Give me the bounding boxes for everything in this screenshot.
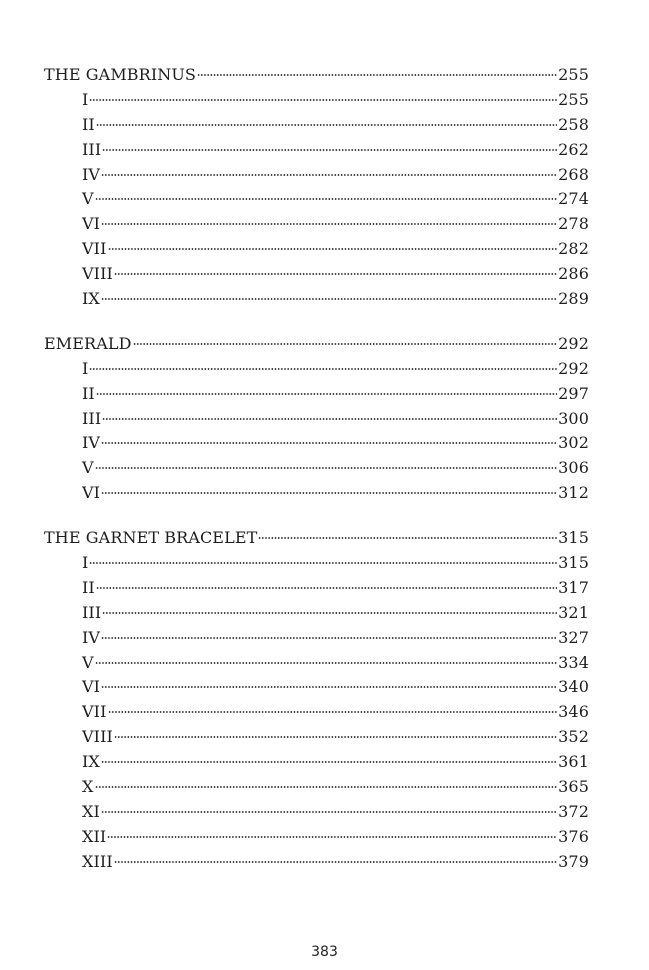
page-number: 262 [558, 139, 589, 159]
page-number: 365 [558, 777, 589, 797]
page-number: 315 [558, 528, 589, 548]
chapter-entry[interactable] [44, 187, 589, 212]
dot-leader [101, 811, 557, 813]
chapter-label: IV [82, 627, 101, 647]
dot-leader [102, 612, 557, 614]
dot-leader [133, 343, 558, 345]
chapter-entry[interactable] [44, 750, 589, 775]
chapter-label: VI [82, 214, 101, 234]
toc-section-emerald [44, 332, 589, 506]
dot-leader [101, 686, 557, 688]
chapter-entry[interactable] [44, 725, 589, 750]
chapter-entry[interactable] [44, 262, 589, 287]
page-number: 297 [558, 383, 589, 403]
chapter-entry[interactable] [44, 775, 589, 800]
chapter-entry[interactable] [44, 88, 589, 113]
section-title: EMERALD [44, 333, 132, 353]
dot-leader [101, 298, 557, 300]
chapter-label: IV [82, 164, 101, 184]
chapter-label: IX [82, 752, 100, 772]
section-title: THE GARNET BRACELET [44, 528, 258, 548]
chapter-label: I [82, 89, 89, 109]
chapter-entry[interactable] [44, 212, 589, 237]
dot-leader [95, 467, 558, 469]
chapter-entry[interactable] [44, 576, 589, 601]
chapter-entry[interactable] [44, 357, 589, 382]
chapter-label: I [82, 553, 89, 573]
dot-leader [101, 492, 557, 494]
chapter-label: III [82, 139, 102, 159]
dot-leader [101, 442, 557, 444]
chapter-label: VIII [82, 727, 113, 747]
chapter-entry[interactable] [44, 382, 589, 407]
page-number: 282 [558, 239, 589, 259]
page-number: 376 [558, 826, 589, 846]
chapter-label: II [82, 114, 95, 134]
dot-leader [96, 587, 557, 589]
chapter-entry[interactable] [44, 700, 589, 725]
dot-leader [96, 393, 557, 395]
page-number: 321 [558, 602, 589, 622]
page-folio: 383 [311, 944, 338, 960]
dot-leader [102, 149, 557, 151]
chapter-entry[interactable] [44, 287, 589, 312]
page-number: 327 [558, 627, 589, 647]
chapter-entry[interactable] [44, 551, 589, 576]
chapter-label: IV [82, 433, 101, 453]
chapter-label: V [82, 652, 94, 672]
dot-leader [197, 74, 557, 76]
chapter-entry[interactable] [44, 601, 589, 626]
chapter-entry[interactable] [44, 138, 589, 163]
chapter-entry[interactable] [44, 456, 589, 481]
page-number: 315 [558, 553, 589, 573]
dot-leader [107, 836, 557, 838]
chapter-label: X [82, 777, 94, 797]
page-number: 361 [558, 752, 589, 772]
page-number: 255 [558, 65, 589, 84]
page-number: 274 [558, 189, 589, 209]
dot-leader [89, 562, 557, 564]
page-number: 300 [558, 408, 589, 428]
chapter-entry[interactable] [44, 800, 589, 825]
table-of-contents [44, 63, 589, 895]
chapter-label: VII [82, 702, 107, 722]
page-number: 372 [558, 801, 589, 821]
chapter-label: III [82, 602, 102, 622]
chapter-label: I [82, 358, 89, 378]
chapter-label: V [82, 189, 94, 209]
chapter-entry[interactable] [44, 481, 589, 506]
dot-leader [101, 637, 557, 639]
page-number: 379 [558, 851, 589, 871]
chapter-label: III [82, 408, 102, 428]
page-number: 268 [558, 164, 589, 184]
page-number: 292 [558, 358, 589, 378]
dot-leader [108, 248, 558, 250]
section-title: THE GAMBRINUS [44, 65, 196, 84]
chapter-entry[interactable] [44, 825, 589, 850]
dot-leader [101, 223, 557, 225]
dot-leader [95, 662, 558, 664]
dot-leader [101, 174, 557, 176]
chapter-label: VI [82, 483, 101, 503]
dot-leader [101, 761, 557, 763]
section-entry[interactable] [44, 332, 589, 357]
dot-leader [95, 198, 558, 200]
chapter-label: XI [82, 801, 100, 821]
dot-leader [89, 368, 557, 370]
toc-section-the-garnet-bracelet [44, 526, 589, 874]
chapter-entry[interactable] [44, 407, 589, 432]
page-number: 312 [558, 483, 589, 503]
page-number: 289 [558, 289, 589, 309]
page-number: 258 [558, 114, 589, 134]
page-number: 306 [558, 458, 589, 478]
section-entry[interactable] [44, 526, 589, 551]
dot-leader [102, 418, 557, 420]
page-number: 302 [558, 433, 589, 453]
section-entry[interactable] [44, 63, 589, 88]
page-number: 334 [558, 652, 589, 672]
chapter-label: II [82, 577, 95, 597]
chapter-entry[interactable] [44, 113, 589, 138]
chapter-entry[interactable] [44, 626, 589, 651]
chapter-entry[interactable] [44, 163, 589, 188]
chapter-entry[interactable] [44, 675, 589, 700]
page-number: 278 [558, 214, 589, 234]
page-number: 352 [558, 727, 589, 747]
chapter-label: VI [82, 677, 101, 697]
chapter-entry[interactable] [44, 651, 589, 676]
dot-leader [96, 124, 557, 126]
chapter-label: V [82, 458, 94, 478]
toc-section-the-gambrinus [44, 63, 589, 312]
dot-leader [89, 99, 557, 101]
dot-leader [108, 711, 558, 713]
chapter-label: IX [82, 289, 100, 309]
chapter-entry[interactable] [44, 431, 589, 456]
page-number: 255 [558, 89, 589, 109]
page-number: 317 [558, 577, 589, 597]
page-number: 292 [558, 333, 589, 353]
dot-leader [114, 736, 557, 738]
page-number: 286 [558, 264, 589, 284]
chapter-label: VII [82, 239, 107, 259]
chapter-entry[interactable] [44, 850, 589, 875]
page-number: 340 [558, 677, 589, 697]
dot-leader [95, 786, 558, 788]
chapter-entry[interactable] [44, 237, 589, 262]
page-number: 346 [558, 702, 589, 722]
dot-leader [114, 273, 557, 275]
chapter-label: VIII [82, 264, 113, 284]
dot-leader [258, 537, 557, 539]
chapter-label: II [82, 383, 95, 403]
chapter-label: XIII [82, 851, 113, 871]
dot-leader [114, 861, 557, 863]
chapter-label: XII [82, 826, 107, 846]
